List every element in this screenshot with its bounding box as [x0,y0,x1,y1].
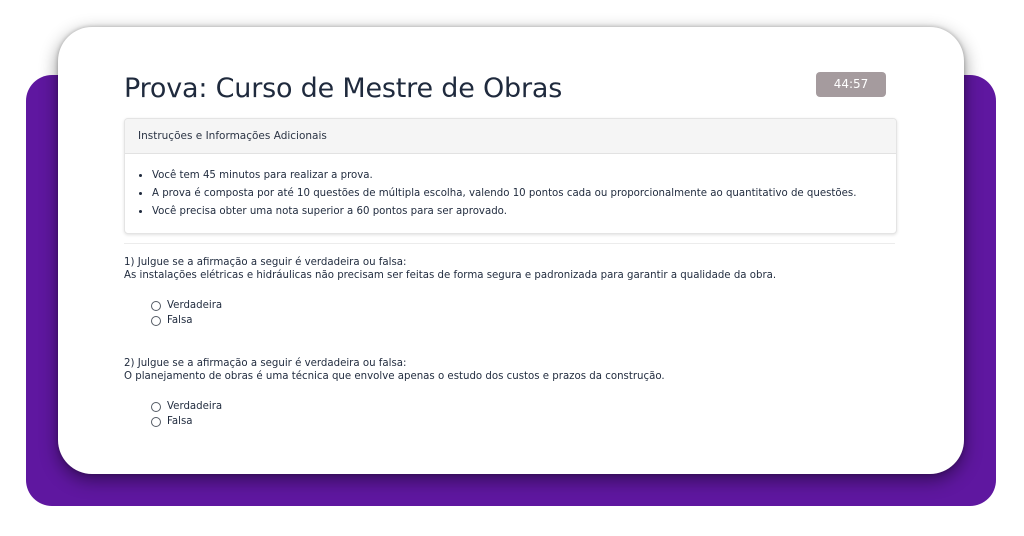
instruction-item: • A prova é composta por até 10 questões de múltipla escolha, valendo 10 pontos cada ou proporcionalmente ao quantitativo de questões. [151,185,896,203]
question-prompt: 1) Julgue se a afirmação a seguir é verdadeira ou falsa: [124,257,407,268]
section-divider [124,243,895,244]
option-falsa[interactable] [151,414,665,429]
radio-button[interactable] [151,301,161,311]
question-prompt: 2) Julgue se a afirmação a seguir é verdadeira ou falsa: [124,358,407,369]
radio-button[interactable] [151,417,161,427]
answer-options [124,298,776,328]
option-label: Falsa [167,315,193,326]
question-statement: O planejamento de obras é uma técnica que envolve apenas o estudo dos custos e prazos da construção. [124,371,665,382]
instruction-item: • Você precisa obter uma nota superior a 60 pontos para ser aprovado. [151,203,896,221]
option-label: Verdadeira [167,401,223,412]
radio-button[interactable] [151,316,161,326]
instructions-panel [124,118,897,234]
exam-window [58,27,964,474]
question-1 [124,256,776,328]
instructions-header: Instruções e Informações Adicionais [125,119,896,154]
option-label: Verdadeira [167,300,223,311]
answer-options [124,399,665,429]
radio-button[interactable] [151,402,161,412]
option-verdadeira[interactable] [151,399,665,414]
question-2 [124,357,665,429]
countdown-timer: 44:57 [816,72,886,97]
instruction-item: • Você tem 45 minutos para realizar a prova. [151,167,896,185]
page-title: Prova: Curso de Mestre de Obras [124,73,563,104]
option-verdadeira[interactable] [151,298,776,313]
option-label: Falsa [167,416,193,427]
question-statement: As instalações elétricas e hidráulicas não precisam ser feitas de forma segura e padronizada para garantir a qualidade da obra. [124,270,777,281]
instructions-list [125,154,896,221]
option-falsa[interactable] [151,313,776,328]
